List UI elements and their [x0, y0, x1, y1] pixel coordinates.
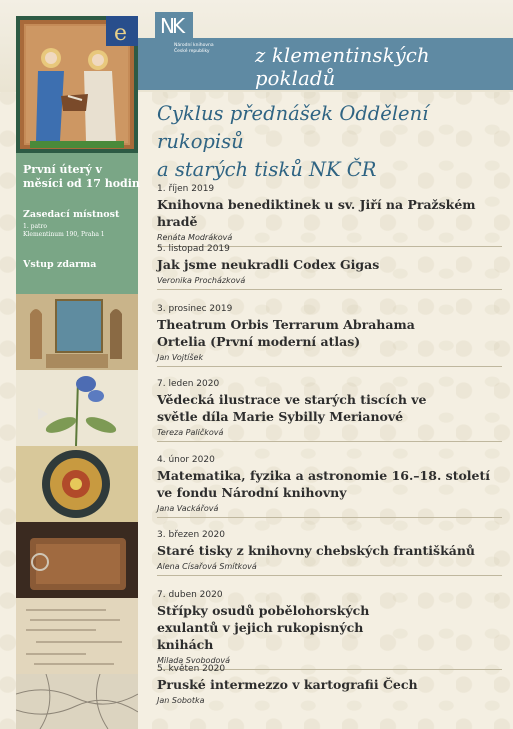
- venue-street: Klementinum 190, Praha 1: [23, 231, 105, 238]
- thumb-manuscript-image: [16, 598, 138, 674]
- logo-mark-text: NK: [160, 14, 183, 38]
- divider: [157, 517, 502, 518]
- lecture-item: [157, 590, 502, 670]
- lecture-item: [157, 530, 502, 576]
- divider: [157, 441, 502, 442]
- lecture-date: 5. listopad 2019: [157, 244, 230, 254]
- thumb-ortelius-image: [16, 294, 138, 370]
- lecture-date: 3. březen 2020: [157, 530, 225, 540]
- lecture-speaker: Veronika Procházková: [157, 276, 246, 285]
- admission-text: Vstup zdarma: [23, 259, 97, 270]
- lecture-title: Theatrum Orbis Terrarum Abrahama Ortelia (První moderní atlas): [157, 317, 415, 349]
- lecture-date: 5. květen 2020: [157, 664, 226, 674]
- heading-line-1: Cyklus přednášek Oddělení rukopisů: [157, 102, 429, 153]
- divider: [157, 366, 502, 367]
- illuminated-miniature-image: [16, 16, 138, 153]
- lecture-speaker: Jan Vojtíšek: [157, 353, 204, 362]
- lecture-title: Knihovna benediktinek u sv. Jiří na Pražském hradě: [157, 197, 476, 229]
- lecture-title: Střípky osudů pobělohorských exulantů v jejich rukopisných knihách: [157, 603, 370, 652]
- lecture-date: 7. duben 2020: [157, 590, 223, 600]
- lecture-date: 1. říjen 2019: [157, 184, 215, 194]
- thumb-map-image: [16, 674, 138, 729]
- thumb-old-book-image: [16, 522, 138, 598]
- lecture-date: 7. leden 2020: [157, 379, 220, 389]
- logo-text: [174, 43, 214, 55]
- info-box: [16, 153, 138, 294]
- venue-title: Zasedací místnost: [23, 209, 120, 220]
- divider: [157, 575, 502, 576]
- heading-line-2: a starých tisků NK ČR: [157, 158, 377, 181]
- lecture-speaker: Alena Císařová Smítková: [157, 562, 257, 571]
- lecture-title: Matematika, fyzika a astronomie 16.–18. století ve fondu Národní knihovny: [157, 468, 491, 500]
- logo-line-2: České republiky: [174, 49, 210, 54]
- svg-text:e: e: [114, 21, 128, 46]
- lecture-item: [157, 304, 502, 367]
- lecture-speaker: Tereza Paličková: [157, 428, 224, 437]
- divider: [157, 289, 502, 290]
- venue-address: [23, 223, 105, 239]
- lecture-speaker: Milada Svobodová: [157, 656, 231, 665]
- series-heading: [157, 100, 507, 184]
- logo-line-1: Národní knihovna: [174, 43, 214, 48]
- schedule-text: První úterý v měsíci od 17 hodin: [23, 163, 140, 190]
- lecture-title: Jak jsme neukradli Codex Gigas: [157, 257, 380, 272]
- logo-mark: [155, 12, 193, 40]
- lecture-speaker: Jan Sobotka: [157, 696, 205, 705]
- tagline: z klementinských pokladů: [255, 44, 430, 90]
- lecture-date: 3. prosinec 2019: [157, 304, 233, 314]
- lecture-item: [157, 664, 502, 705]
- lecture-item: [157, 379, 502, 442]
- venue-floor: 1. patro: [23, 223, 47, 230]
- lecture-speaker: Renáta Modráková: [157, 233, 233, 242]
- lecture-title: Vědecká ilustrace ve starých tiscích ve světle díla Marie Sybilly Merianové: [157, 392, 427, 424]
- lecture-item: [157, 244, 502, 290]
- lecture-item: [157, 455, 502, 518]
- lecture-item: [157, 184, 502, 247]
- thumb-merian-image: [16, 370, 138, 446]
- lecture-title: Pruské intermezzo v kartografii Čech: [157, 677, 418, 692]
- lecture-date: 4. únor 2020: [157, 455, 215, 465]
- thumb-astronomy-image: [16, 446, 138, 522]
- lecture-title: Staré tisky z knihovny chebských františkánů: [157, 543, 476, 558]
- lecture-speaker: Jana Vackářová: [157, 504, 219, 513]
